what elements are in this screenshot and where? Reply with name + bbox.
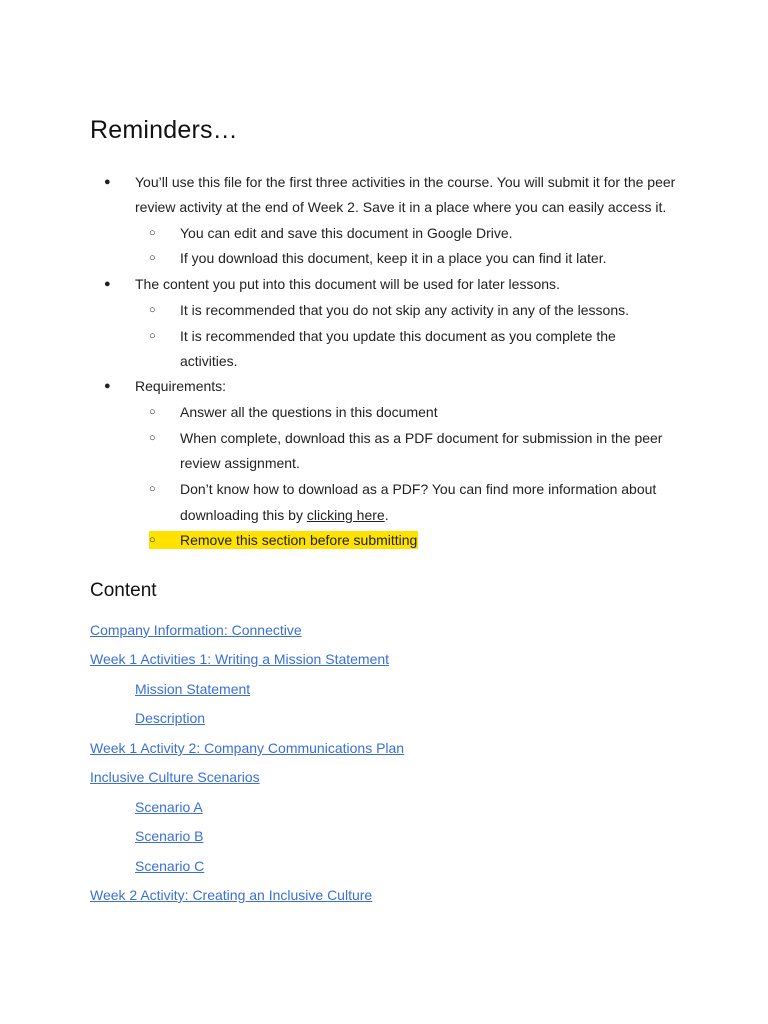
reminder-item-3-sub-2-line-2: review assignment. <box>180 455 300 471</box>
toc-link-description[interactable]: Description <box>135 710 206 726</box>
reminder-item-1-sub-2: If you download this document, keep it in a place you can find it later. <box>180 250 607 266</box>
sub-bullet-icon: ○ <box>149 483 156 495</box>
bullet-icon: ● <box>104 278 111 290</box>
toc-link-inclusive-culture-scenarios[interactable]: Inclusive Culture Scenarios <box>90 769 260 785</box>
reminder-item-3-sub-3-suffix: . <box>384 507 389 523</box>
toc-link-week2-activity[interactable]: Week 2 Activity: Creating an Inclusive Culture <box>90 887 373 903</box>
toc-link-mission-statement[interactable]: Mission Statement <box>135 681 251 697</box>
reminders-heading: Reminders… <box>90 116 238 144</box>
reminder-item-3-line-1: Requirements: <box>135 378 227 394</box>
clicking-here-link[interactable]: clicking here <box>306 507 385 523</box>
reminder-item-2-sub-2-line-2: activities. <box>180 353 238 369</box>
reminder-item-1-line-2: review activity at the end of Week 2. Save it in a place where you can easily access it. <box>135 199 667 215</box>
reminder-item-1-sub-1: You can edit and save this document in Google Drive. <box>180 225 513 241</box>
toc-link-company-information[interactable]: Company Information: Connective <box>90 622 302 638</box>
sub-bullet-icon: ○ <box>149 227 156 239</box>
content-heading: Content <box>90 580 157 601</box>
sub-bullet-icon: ○ <box>149 534 156 546</box>
reminder-item-2-sub-2-line-1: It is recommended that you update this document as you complete the <box>180 328 616 344</box>
reminder-item-1-line-1: You’ll use this file for the first three activities in the course. You will submit it for the peer <box>135 174 676 190</box>
toc-link-scenario-c[interactable]: Scenario C <box>135 858 205 874</box>
bullet-icon: ● <box>104 380 111 392</box>
sub-bullet-icon: ○ <box>149 252 156 264</box>
toc-link-scenario-a[interactable]: Scenario A <box>135 799 203 815</box>
reminder-item-3-sub-1: Answer all the questions in this document <box>180 404 438 420</box>
sub-bullet-icon: ○ <box>149 406 156 418</box>
sub-bullet-icon: ○ <box>149 304 156 316</box>
reminder-item-3-sub-2-line-1: When complete, download this as a PDF document for submission in the peer <box>180 430 663 446</box>
reminder-item-3-sub-3-line-1: Don’t know how to download as a PDF? You can find more information about <box>180 481 657 497</box>
sub-bullet-icon: ○ <box>149 330 156 342</box>
reminder-item-3-sub-4-highlighted: Remove this section before submitting <box>180 532 418 548</box>
reminder-item-2-sub-1: It is recommended that you do not skip any activity in any of the lessons. <box>180 302 630 318</box>
reminder-item-3-sub-3-line-2 <box>180 506 389 524</box>
reminder-item-3-sub-3-prefix: downloading this by <box>180 507 307 523</box>
reminder-item-2-line-1: The content you put into this document will be used for later lessons. <box>135 276 560 292</box>
toc-link-scenario-b[interactable]: Scenario B <box>135 828 204 844</box>
toc-link-week1-activities-1[interactable]: Week 1 Activities 1: Writing a Mission Statement <box>90 651 390 667</box>
sub-bullet-icon: ○ <box>149 432 156 444</box>
toc-link-week1-activity-2[interactable]: Week 1 Activity 2: Company Communications Plan <box>90 740 405 756</box>
bullet-icon: ● <box>104 176 111 188</box>
